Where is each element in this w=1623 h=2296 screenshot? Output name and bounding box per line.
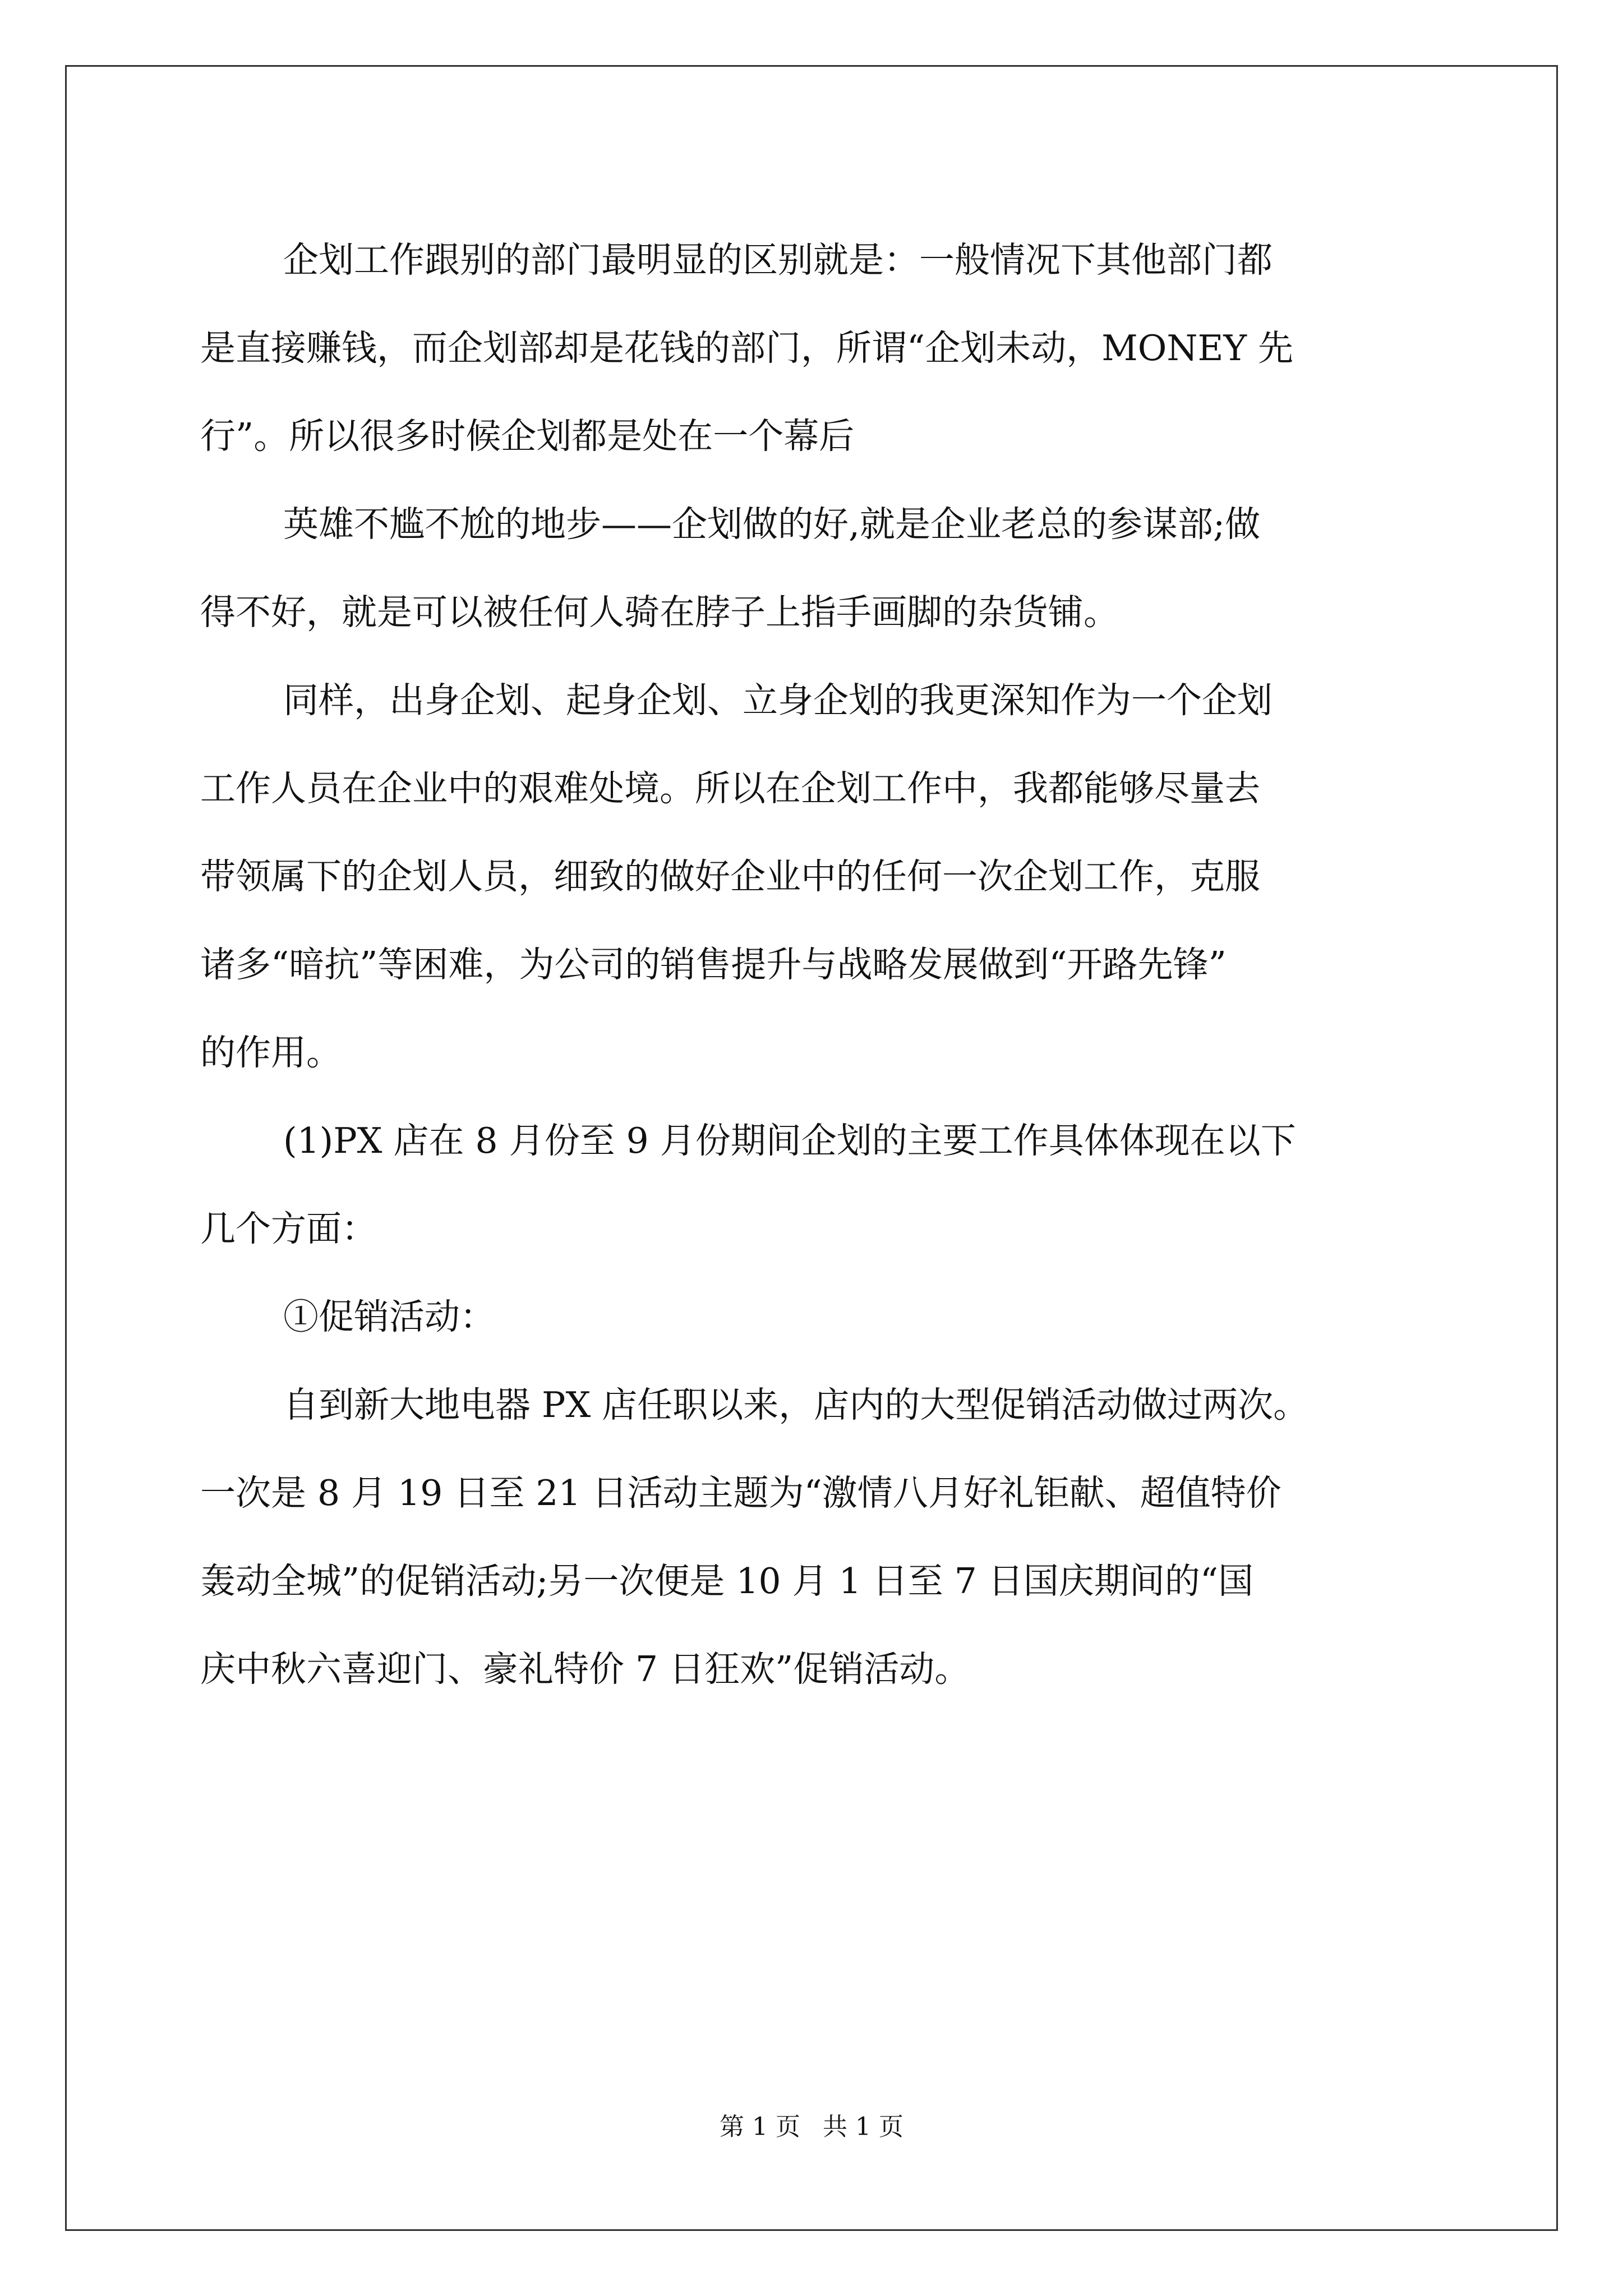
paragraph-3-line-1: 同样，出身企划、起身企划、立身企划的我更深知作为一个企划 xyxy=(283,680,1272,721)
document-body xyxy=(200,216,1428,1713)
paragraph-5-line-2: 一次是 8 月 19 日至 21 日活动主题为“激情八月好礼钜献、超值特价 xyxy=(200,1473,1281,1513)
page-number-total: 共 1 页 xyxy=(823,2113,903,2141)
paragraph-3-line-3: 带领属下的企划人员，细致的做好企业中的任何一次企划工作，克服 xyxy=(200,856,1260,897)
paragraph-5-line-4: 庆中秋六喜迎门、豪礼特价 7 日狂欢”促销活动。 xyxy=(200,1649,970,1690)
paragraph-2-line-2: 得不好，就是可以被任何人骑在脖子上指手画脚的杂货铺。 xyxy=(200,592,1119,633)
paragraph-4-line-1: (1)PX 店在 8 月份至 9 月份期间企划的主要工作具体体现在以下 xyxy=(283,1120,1296,1161)
paragraph-3-line-4: 诸多“暗抗”等困难，为公司的销售提升与战略发展做到“开路先锋” xyxy=(200,944,1227,985)
paragraph-3-line-5: 的作用。 xyxy=(200,1032,342,1073)
paragraph-4-line-2: 几个方面： xyxy=(200,1208,377,1249)
paragraph-5-line-3: 轰动全城”的促销活动;另一次便是 10 月 1 日至 7 日国庆期间的“国 xyxy=(200,1561,1254,1602)
paragraph-1-line-3: 行”。所以很多时候企划都是处在一个幕后 xyxy=(200,416,855,457)
paragraph-3-line-2: 工作人员在企业中的艰难处境。所以在企划工作中，我都能够尽量去 xyxy=(200,768,1260,809)
page-footer xyxy=(0,2110,1623,2144)
paragraph-2-line-1: 英雄不尴不尬的地步——企划做的好,就是企业老总的参谋部;做 xyxy=(283,504,1261,545)
paragraph-1-line-1: 企划工作跟别的部门最明显的区别就是：一般情况下其他部门都 xyxy=(283,240,1272,280)
paragraph-1-line-2: 是直接赚钱，而企划部却是花钱的部门，所谓“企划未动，MONEY 先 xyxy=(200,328,1294,369)
section-heading-promotions: ①促销活动： xyxy=(283,1296,495,1337)
page-number-current: 第 1 页 xyxy=(720,2113,800,2141)
paragraph-5-line-1: 自到新大地电器 PX 店任职以来，店内的大型促销活动做过两次。 xyxy=(283,1384,1309,1425)
